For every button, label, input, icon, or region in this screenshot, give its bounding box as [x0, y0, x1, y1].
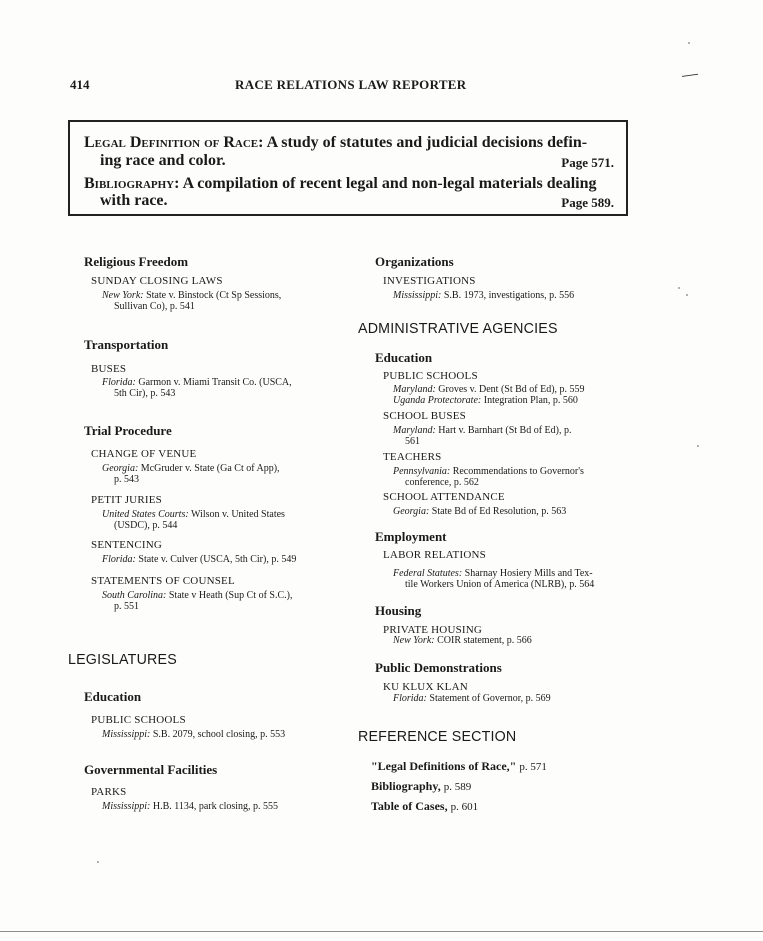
sub-labor-relations: LABOR RELATIONS: [383, 549, 486, 561]
notice-page-ref-2: Page 589.: [561, 195, 614, 210]
jurisdiction: Georgia:: [393, 506, 430, 517]
entry-text: Sharnay Hosiery Mills and Tex-: [464, 568, 593, 579]
sub-public-schools-admin: PUBLIC SCHOOLS: [383, 370, 478, 382]
notice-line-1: [84, 134, 587, 152]
sub-parks: PARKS: [91, 786, 127, 798]
section-organizations: Organizations: [375, 254, 454, 269]
jurisdiction: Mississippi:: [393, 290, 442, 301]
entry-text: Statement of Governor, p. 569: [429, 693, 551, 704]
entry-text: H.B. 1134, park closing, p. 555: [152, 801, 279, 812]
notice-line-1-rest: : A study of statutes and judicial decisions defin-: [258, 134, 588, 151]
entry-text: S.B. 2079, school closing, p. 553: [152, 729, 286, 740]
entry-maryland-hart: [393, 425, 643, 447]
entry-text: State v Heath (Sup Ct of S.C.),: [168, 590, 293, 601]
entry-continuation: (USDC), p. 544: [114, 520, 178, 531]
jurisdiction: Florida:: [393, 693, 427, 704]
reference-page: p. 601: [450, 801, 479, 813]
section-governmental-facilities: Governmental Facilities: [84, 762, 218, 777]
notice-legal-definition: Legal Definition of Race: [84, 134, 259, 151]
entry-text: Wilson v. United States: [191, 509, 285, 520]
entry-us-courts-wilson: [102, 509, 347, 531]
sub-ku-klux-klan: KU KLUX KLAN: [383, 681, 468, 693]
jurisdiction: Mississippi:: [102, 801, 151, 812]
notice-line-4: with race.: [100, 192, 168, 209]
sub-school-buses: SCHOOL BUSES: [383, 410, 466, 422]
entry-text: Recommendations to Governor's: [452, 466, 584, 477]
section-housing: Housing: [375, 603, 422, 618]
entry-mississippi-sb2079: [102, 729, 347, 740]
notice-line-3-rest: : A compilation of recent legal and non-legal materials dealing: [174, 175, 597, 192]
sub-public-schools-legislature: PUBLIC SCHOOLS: [91, 714, 186, 726]
section-legislatures-education: Education: [84, 689, 142, 704]
section-public-demonstrations: Public Demonstrations: [375, 660, 502, 675]
entry-continuation: 561: [405, 436, 420, 447]
scan-speck: [97, 861, 99, 863]
entry-continuation: tile Workers Union of America (NLRB), p. 564: [405, 579, 595, 590]
sub-buses: BUSES: [91, 363, 127, 375]
entry-text: State v. Culver (USCA, 5th Cir), p. 549: [138, 554, 297, 565]
scan-speck: [697, 445, 699, 447]
page-number: 414: [70, 77, 90, 92]
entry-maryland-groves: [393, 384, 643, 395]
entry-mississippi-hb1134: [102, 801, 347, 812]
edge-mark: —: [680, 64, 700, 85]
notice-bibliography: Bibliography: [84, 175, 175, 192]
entry-new-york-coir: [393, 635, 643, 646]
sub-sentencing: SENTENCING: [91, 539, 163, 551]
entry-georgia-state-bd: [393, 506, 643, 517]
entry-text: McGruder v. State (Ga Ct of App),: [140, 463, 280, 474]
sub-school-attendance: SCHOOL ATTENDANCE: [383, 491, 505, 503]
jurisdiction: Florida:: [102, 377, 136, 388]
jurisdiction: New York:: [102, 290, 144, 301]
entry-georgia-mcgruder: [102, 463, 347, 485]
reference-legal-definitions: [371, 759, 547, 774]
jurisdiction: Mississippi:: [102, 729, 151, 740]
entry-text: Hart v. Barnhart (St Bd of Ed), p.: [438, 425, 572, 436]
section-employment: Employment: [375, 529, 447, 544]
jurisdiction: Pennsylvania:: [393, 466, 451, 477]
sub-teachers: TEACHERS: [383, 451, 442, 463]
section-transportation: Transportation: [84, 337, 169, 352]
entry-federal-sharnay: [393, 568, 643, 590]
reference-title: "Legal Definitions of Race,": [371, 759, 517, 773]
entry-continuation: Sullivan Co), p. 541: [114, 301, 195, 312]
sub-petit-juries: PETIT JURIES: [91, 494, 162, 506]
entry-uganda-integration: [393, 395, 643, 406]
entry-pennsylvania-recommendations: [393, 466, 643, 488]
section-admin-education: Education: [375, 350, 433, 365]
heading-legislatures: LEGISLATURES: [68, 651, 177, 668]
jurisdiction: Maryland:: [393, 384, 436, 395]
bottom-scan-edge: [0, 931, 763, 932]
entry-florida-garmon: [102, 377, 347, 399]
jurisdiction: Maryland:: [393, 425, 436, 436]
entry-text: State v. Binstock (Ct Sp Sessions,: [146, 290, 282, 301]
notice-box: [68, 120, 628, 216]
section-trial-procedure: Trial Procedure: [84, 423, 172, 438]
scan-speck: [686, 294, 688, 296]
sub-change-of-venue: CHANGE OF VENUE: [91, 448, 197, 460]
entry-text: Groves v. Dent (St Bd of Ed), p. 559: [438, 384, 585, 395]
heading-reference-section: REFERENCE SECTION: [358, 728, 517, 745]
jurisdiction: Georgia:: [102, 463, 139, 474]
reference-title: Table of Cases,: [371, 799, 448, 813]
entry-text: Integration Plan, p. 560: [483, 395, 578, 406]
reference-page: p. 571: [519, 761, 547, 773]
reference-title: Bibliography,: [371, 779, 441, 793]
jurisdiction: Federal Statutes:: [393, 568, 463, 579]
entry-continuation: p. 551: [114, 601, 139, 612]
entry-florida-culver: [102, 554, 347, 565]
jurisdiction: South Carolina:: [102, 590, 167, 601]
reference-bibliography: [371, 779, 471, 794]
running-title: RACE RELATIONS LAW REPORTER: [235, 77, 467, 92]
jurisdiction: Florida:: [102, 554, 136, 565]
entry-text: COIR statement, p. 566: [437, 635, 532, 646]
reference-table-of-cases: [371, 799, 478, 814]
entry-florida-governor: [393, 693, 643, 704]
jurisdiction: United States Courts:: [102, 509, 189, 520]
entry-mississippi-sb1973: [393, 290, 643, 301]
notice-line-3: [84, 175, 597, 193]
entry-new-york-binstock: [102, 290, 347, 312]
sub-statements-of-counsel: STATEMENTS OF COUNSEL: [91, 575, 235, 587]
entry-continuation: p. 543: [114, 474, 139, 485]
reference-page: p. 589: [443, 781, 472, 793]
entry-text: S.B. 1973, investigations, p. 556: [443, 290, 575, 301]
entry-text: State Bd of Ed Resolution, p. 563: [431, 506, 567, 517]
scan-speck: [688, 42, 690, 44]
notice-line-2: ing race and color.: [100, 152, 226, 169]
entry-continuation: conference, p. 562: [405, 477, 479, 488]
heading-administrative-agencies: ADMINISTRATIVE AGENCIES: [358, 320, 558, 337]
jurisdiction: Uganda Protectorate:: [393, 395, 482, 406]
jurisdiction: New York:: [393, 635, 435, 646]
entry-continuation: 5th Cir), p. 543: [114, 388, 176, 399]
sub-private-housing: PRIVATE HOUSING: [383, 624, 483, 636]
entry-text: Garmon v. Miami Transit Co. (USCA,: [138, 377, 292, 388]
section-religious-freedom: Religious Freedom: [84, 254, 189, 269]
scan-speck: [678, 287, 680, 289]
entry-south-carolina-heath: [102, 590, 347, 612]
sub-investigations: INVESTIGATIONS: [383, 275, 476, 287]
sub-sunday-closing-laws: SUNDAY CLOSING LAWS: [91, 275, 223, 287]
notice-page-ref-1: Page 571.: [561, 155, 614, 170]
